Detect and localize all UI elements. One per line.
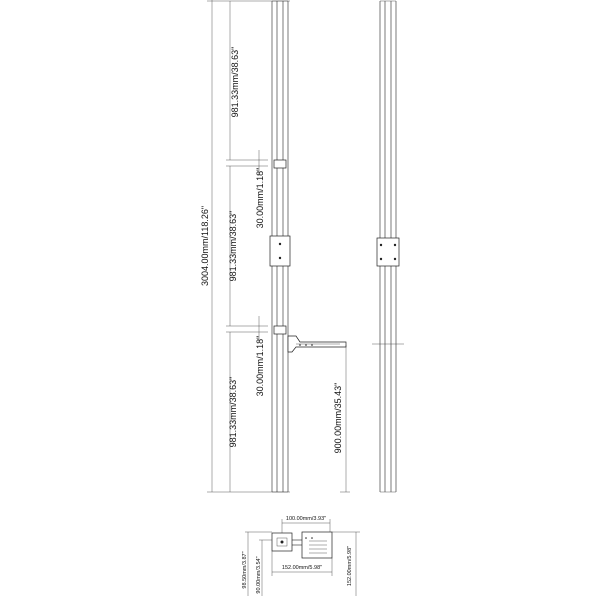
bracket-arm <box>288 336 346 352</box>
upper-connector <box>274 160 286 168</box>
bracket-height-label: 900.00mm/35.43" <box>333 382 343 454</box>
detail-view <box>242 516 360 596</box>
lower-connector <box>274 326 286 334</box>
side-connector <box>377 238 399 266</box>
detail-depth-right-label: 152.00mm/5.98" <box>347 545 353 587</box>
gap-lower-label: 30.00mm/1.18" <box>255 335 265 397</box>
detail-width-bottom-label: 152.00mm/5.98" <box>281 565 323 571</box>
segment-top-label: 981.33mm/38.63" <box>230 46 240 118</box>
side-view <box>372 1 404 492</box>
front-view <box>200 0 350 492</box>
detail-depth-left-outer-label: 98.50mm/3.87" <box>242 551 248 589</box>
gap-upper-label: 30.00mm/1.18" <box>255 167 265 229</box>
segment-bottom-label: 981.33mm/38.63" <box>228 376 238 448</box>
bracket-height-dimension <box>333 345 350 492</box>
gap-dimensions <box>255 150 265 396</box>
detail-depth-left-inner-label: 90.00mm/3.54" <box>256 556 262 594</box>
segment-dimensions <box>226 1 268 492</box>
segment-middle-label: 981.33mm/38.63" <box>228 210 238 282</box>
middle-connector <box>270 236 290 266</box>
overall-height-label: 3004.00mm/118.26" <box>200 205 210 287</box>
detail-width-top-label: 100.00mm/3.93" <box>285 516 327 522</box>
